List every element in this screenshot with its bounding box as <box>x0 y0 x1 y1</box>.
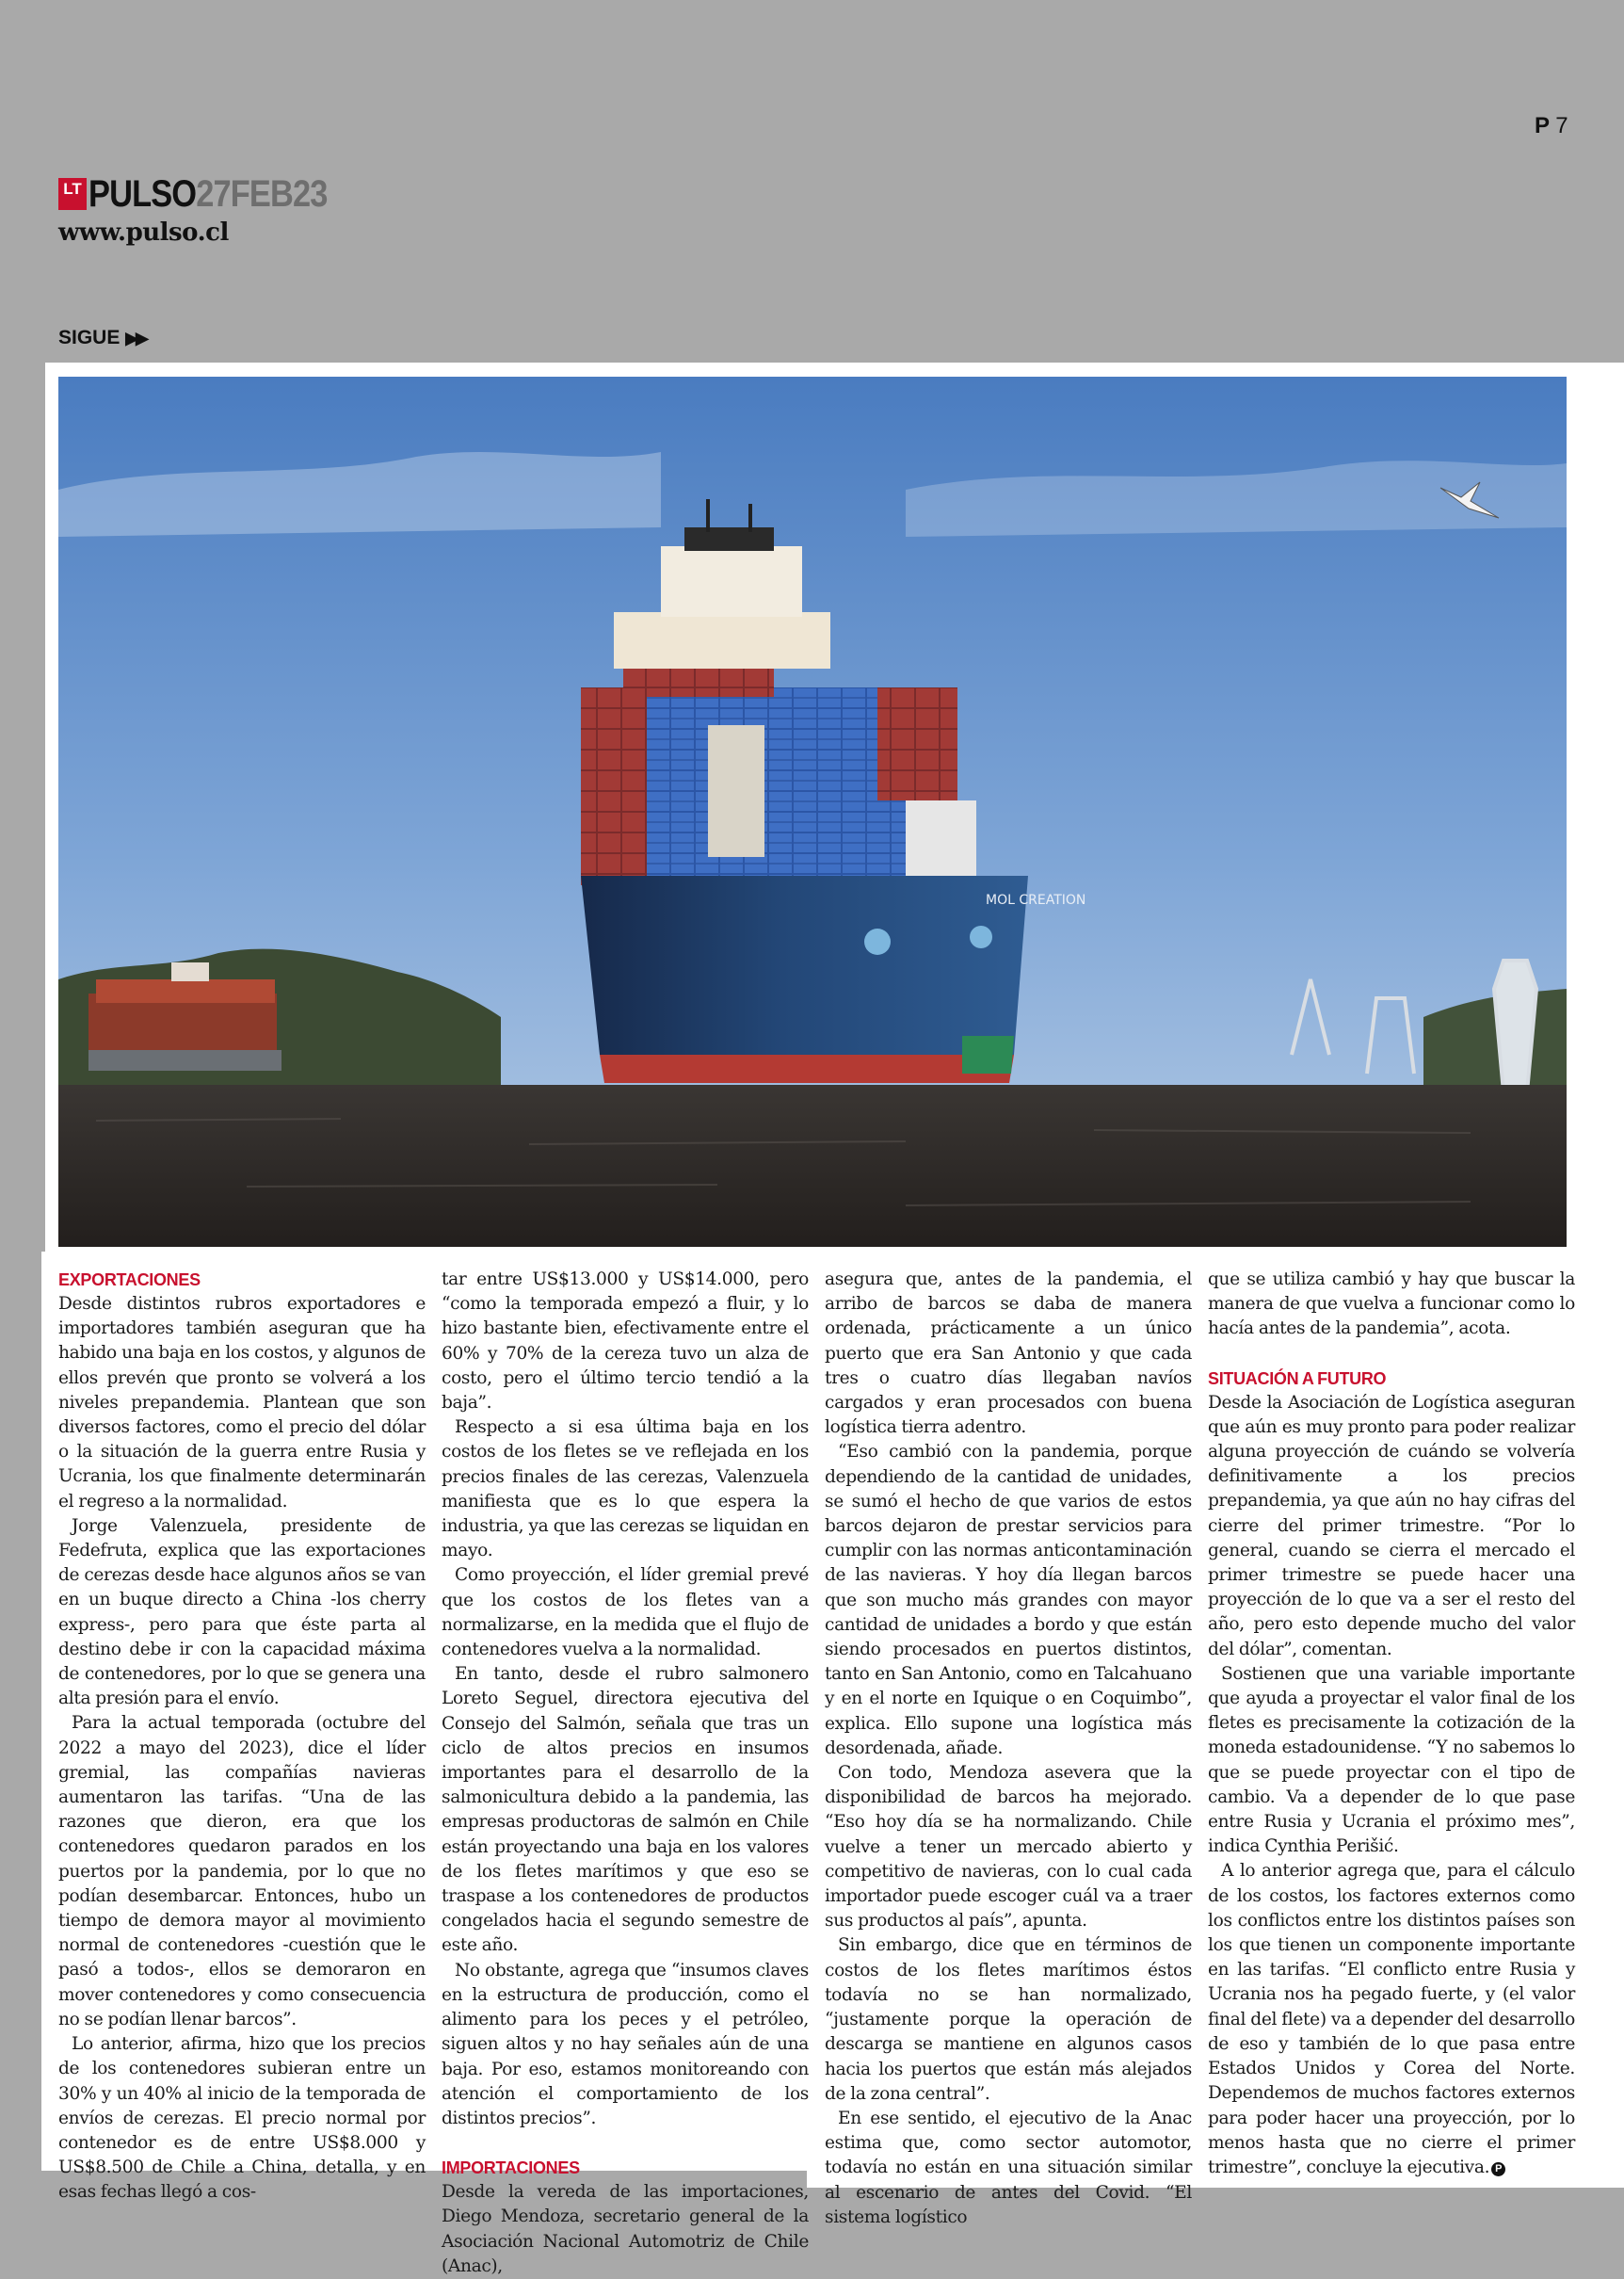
paragraph: Desde la vereda de las importaciones, Diego Mendoza, secretario general de la Asociación Nacional Automotriz de Chile (Anac), <box>442 2182 809 2276</box>
website-url[interactable]: www.pulso.cl <box>58 218 229 247</box>
paragraph: Respecto a si esa última baja en los costos de los fletes se ve reflejada en los precios finales de las cerezas, Valenzuela manifiesta que es lo que espera la industria, ya que las cerezas se liquidan en mayo. <box>442 1417 809 1561</box>
paragraph <box>1208 1859 1575 2180</box>
paragraph: En ese sentido, el ejecutivo de la Anac estima que, como sector automotor, todavía no están en una situación similar al escenario de antes del Covid. “El sistema logístico <box>825 2108 1192 2227</box>
paragraph: asegura que, antes de la pandemia, el arribo de barcos se daba de manera ordenada, prácticamente a un único puerto que era San Antonio y que cada tres o cuatro días llegaban navíos cargados y eran procesados con buena logística tierra adentro. <box>825 1269 1192 1438</box>
article-column-1 <box>58 1268 426 2206</box>
paragraph: Como proyección, el líder gremial prevé que los costos de los fletes van a normalizarse, en la medida que el flujo de contenedores vuelva a la normalidad. <box>442 1565 809 1660</box>
section-nav-label: SIGUE <box>58 327 121 348</box>
paragraph: Desde distintos rubros exportadores e importadores también aseguran que ha habido una baja en los costos, y algunos de ellos prevén que pronto se volverá a los niveles prepandemia. Plantean que son diversos factores, como el precio del dólar o la situación de la guerra entre Rusia y Ucrania, los que finalmente determinarán el regreso a la normalidad. <box>58 1294 426 1511</box>
paragraph-text: A lo anterior agrega que, para el cálculo de los costos, los factores externos como los conflictos entre los distintos países son los que tienen un componente importante en las tarifas. “El conflicto entre Rusia y Ucrania nos ha pegado fuerte, y (el valor final del flete) va a depender del desarrollo de eso y también de lo que pasa entre Estados Unidos y Corea del Norte. Dependemos de muchos factores externos para poder hacer una proyección, por lo menos hasta que no cierre el primer trimestre”, concluye la ejecutiva. <box>1208 1861 1575 2177</box>
ship-name-label: MOL CREATION <box>986 893 1086 908</box>
lt-logo: LT <box>58 178 87 210</box>
page-number <box>1535 113 1568 139</box>
page-number-value: 7 <box>1555 113 1568 138</box>
paragraph: Sin embargo, dice que en términos de costos de los fletes marítimos éstos todavía no se han normalizado, “justamente porque la operación de descarga se mantiene en algunos casos hacia los puertos que están más alejados de la zona central”. <box>825 1935 1192 2104</box>
ship-illustration <box>58 377 1567 1247</box>
heading-importaciones: IMPORTACIONES <box>442 2158 580 2178</box>
paragraph: Lo anterior, afirma, hizo que los precios de los contenedores subieran entre un 30% y un 40% al inicio de la temporada de envíos de cerezas. El precio normal por contenedor es de entre US$8.000 y US$8.500 de Chile a China, detalla, y en esas fechas llegó a cos- <box>58 2034 426 2203</box>
end-of-article-icon: P <box>1491 2162 1505 2176</box>
paragraph: Con todo, Mendoza asevera que la disponibilidad de barcos ha mejorado. “Eso hoy día se ha normalizando. Chile vuelve a tener un mercado abierto y competitivo de navieras, con lo cual cada importador puede escoger cuál va a traer sus productos al país”, apunta. <box>825 1763 1192 1931</box>
heading-exportaciones: EXPORTACIONES <box>58 1270 201 1289</box>
paragraph: tar entre US$13.000 y US$14.000, pero “como la temporada empezó a fluir, y lo hizo bastante bien, efectivamente entre el 60% y 70% de la cereza tuvo un alza de costo, pero el último tercio tendió a la baja”. <box>442 1269 809 1414</box>
paragraph: En tanto, desde el rubro salmonero Loreto Seguel, directora ejecutiva del Consejo del Salmón, señala que tras un ciclo de altos precios en insumos importantes para el desarrollo de la salmonicultura debido a la pandemia, las empresas productoras de salmón en Chile están proyectando una baja en los valores de los fletes marítimos y que eso se traspase a los contenedores de productos congelados hacia el segundo semestre de este año. <box>442 1664 809 1956</box>
issue-date: 27FEB23 <box>196 173 328 215</box>
paragraph: Sostienen que una variable importante que ayuda a proyectar el valor final de los fletes es precisamente la cotización de la moneda estadounidense. “Y no sabemos lo que se puede proyectar con el tipo de cambio. Va a depender de lo que pase entre Rusia y Ucrania el próximo mes”, indica Cynthia Perišić. <box>1208 1663 1575 1857</box>
paragraph: No obstante, agrega que “insumos claves en la estructura de producción, como el alimento para los peces y el petróleo, siguen altos y no hay señales aún de una baja. Por eso, estamos monitoreando con atención el comportamiento de los distintos precios”. <box>442 1960 809 2128</box>
paragraph: Jorge Valenzuela, presidente de Fedefruta, explica que las exportaciones de cerezas desde hace algunos años se van en un buque directo a China -los cherry express-, pero para que éste parta al destino debe ir con la capacidad máxima de contenedores, por lo que se genera una alta presión para el envío. <box>58 1515 426 1709</box>
brand-name: PULSO <box>88 173 197 215</box>
publication-brand <box>88 173 328 215</box>
heading-situacion-a-futuro: SITUACIÓN A FUTURO <box>1208 1368 1387 1388</box>
masthead <box>58 173 366 215</box>
article-column-3 <box>825 1268 1192 2230</box>
paragraph: Para la actual temporada (octubre del 2022 a mayo del 2023), dice el líder gremial, las compañías navieras aumentaron las tarifas. “Una de las razones que dieron, era que los contenedores quedaron parados en los puertos por la pandemia, por lo que no podían desembarcar. Entonces, hubo un tiempo de demora mayor al movimiento normal de contenedores -cuestión que le pasó a todos-, ellos se demoraron en mover contenedores y como consecuencia no se podían llenar barcos”. <box>58 1713 426 2029</box>
paragraph: Desde la Asociación de Logística aseguran que aún es muy pronto para poder realizar alguna proyección de cuándo se volvería definitivamente a los precios prepandemia, ya que aún no hay cifras del cierre del primer trimestre. “Por lo general, cuando se cierra el mercado el primer trimestre se puede hacer una proyección de lo que va a ser el resto del año, pero esto depende mucho del valor del dólar”, comentan. <box>1208 1392 1575 1659</box>
article-column-2 <box>442 1268 809 2279</box>
paragraph: que se utiliza cambió y hay que buscar la manera de que vuelva a funcionar como lo hacía antes de la pandemia”, acota. <box>1208 1269 1575 1339</box>
paragraph: “Eso cambió con la pandemia, porque dependiendo de la cantidad de unidades, se sumó el hecho de que varios de estos barcos dejaron de prestar servicios para cumplir con las normas anticontaminación de las navieras. Y hoy día llegan barcos que son mucho más grandes con mayor cantidad de unidades a bordo y que están siendo procesados en puertos distintos, tanto en San Antonio, como en Talcahuano y en el norte en Iquique o en Coquimbo”, explica. Ello supone una logística más desordenada, añade. <box>825 1442 1192 1758</box>
container-ship-photo <box>58 377 1567 1247</box>
article-column-4 <box>1208 1268 1575 2180</box>
double-arrow-icon: ▶▶ <box>125 329 146 348</box>
page-label: P <box>1535 113 1550 138</box>
section-nav <box>58 327 146 349</box>
